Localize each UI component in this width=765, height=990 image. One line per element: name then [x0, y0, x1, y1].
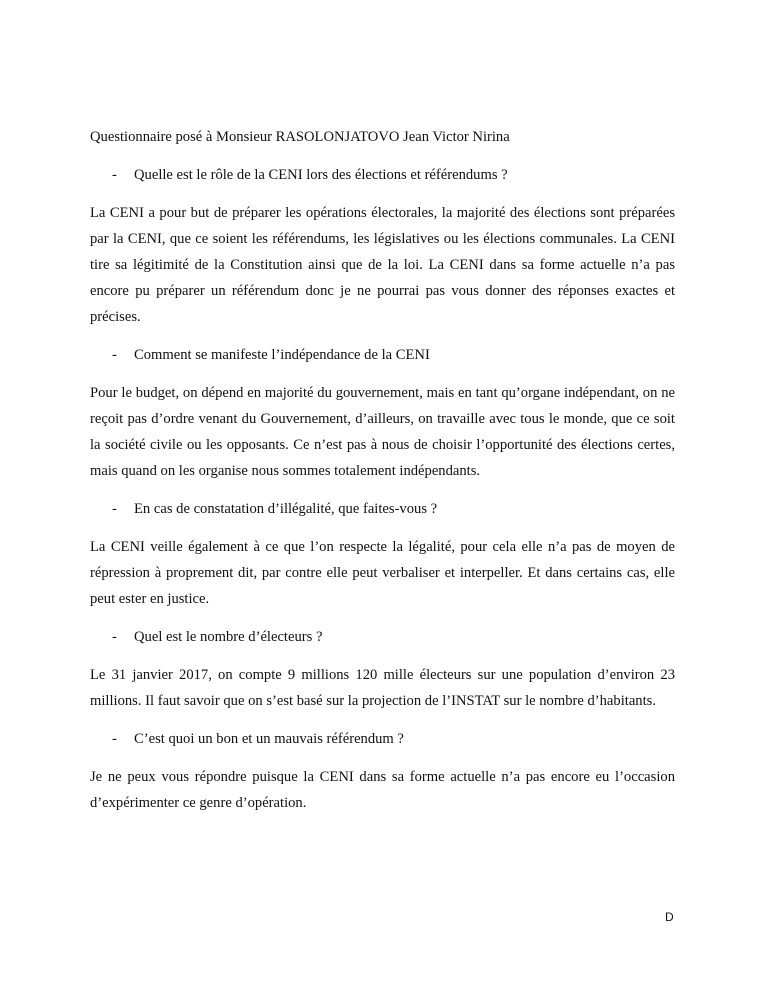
bullet-dash: - [112, 167, 117, 183]
question-3 [90, 496, 675, 522]
answer-5: Je ne peux vous répondre puisque la CENI dans sa forme actuelle n’a pas encore eu l’occasion d’expérimenter ce genre d’opération. [90, 769, 675, 811]
bullet-dash: - [112, 501, 117, 517]
answer-3: La CENI veille également à ce que l’on respecte la légalité, pour cela elle n’a pas de moyen de répression à proprement dit, par contre elle peut verbaliser et interpeller. Et dans certains cas, elle peut ester en justice. [90, 539, 675, 607]
document-title: Questionnaire posé à Monsieur RASOLONJATOVO Jean Victor Nirina [90, 129, 510, 145]
question-5 [90, 726, 675, 752]
answer-4: Le 31 janvier 2017, on compte 9 millions 120 mille électeurs sur une population d’environ 23 millions. Il faut savoir que on s’est basé sur la projection de l’INSTAT sur le nombre d’habitants. [90, 667, 675, 709]
question-1 [90, 162, 675, 188]
question-2 [90, 342, 675, 368]
question-text: Comment se manifeste l’indépendance de la CENI [134, 347, 430, 363]
answer-1: La CENI a pour but de préparer les opérations électorales, la majorité des élections sont préparées par la CENI, que ce soient les référendums, les législatives ou les élections communales. La CENI tire sa légitimité de la Constitution ainsi que de la loi. La CENI dans sa forme actuelle n’a pas encore pu préparer un référendum donc je ne pourrai pas vous donner des réponses exactes et précises. [90, 205, 675, 325]
question-4 [90, 624, 675, 650]
document-body [90, 124, 675, 828]
question-text: C’est quoi un bon et un mauvais référendum ? [134, 731, 404, 747]
question-text: Quelle est le rôle de la CENI lors des élections et référendums ? [134, 167, 508, 183]
answer-2: Pour le budget, on dépend en majorité du gouvernement, mais en tant qu’organe indépendant, on ne reçoit pas d’ordre venant du Gouvernement, d’ailleurs, on travaille avec tous le monde, que ce soit la société civile ou les opposants. Ce n’est pas à nous de choisir l’opportunité des élections certes, mais quand on les organise nous sommes totalement indépendants. [90, 385, 675, 479]
page-number: D [665, 910, 674, 924]
question-text: Quel est le nombre d’électeurs ? [134, 629, 323, 645]
bullet-dash: - [112, 347, 117, 363]
bullet-dash: - [112, 629, 117, 645]
question-text: En cas de constatation d’illégalité, que faites-vous ? [134, 501, 438, 517]
bullet-dash: - [112, 731, 117, 747]
